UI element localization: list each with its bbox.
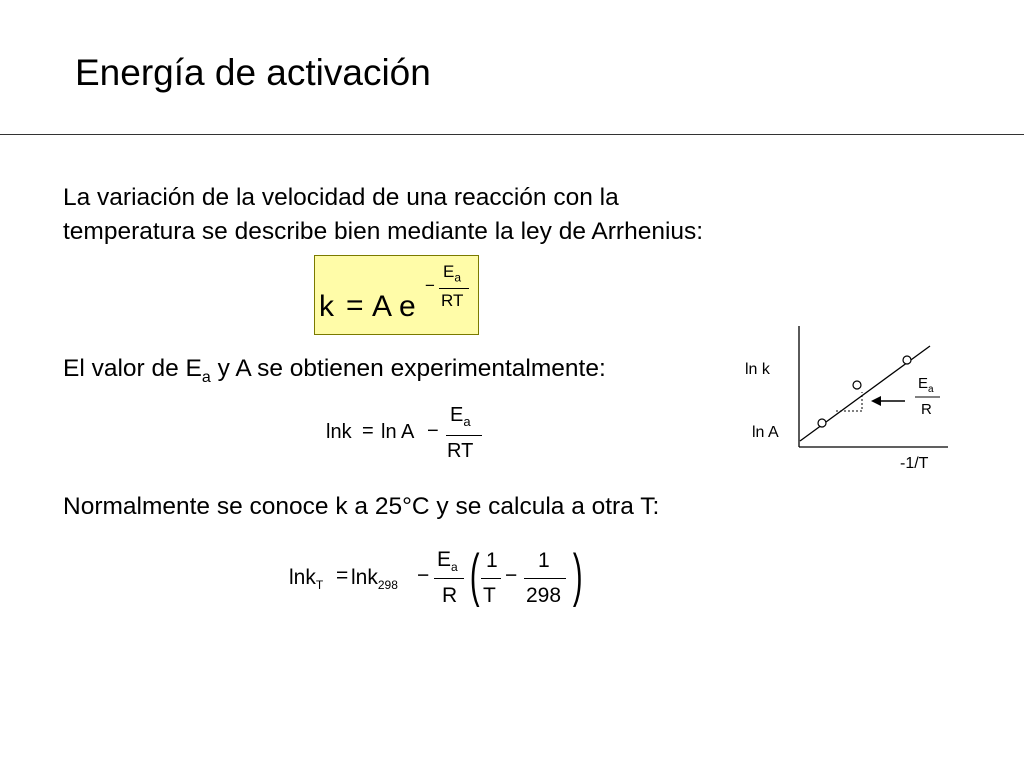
eq1-equals: = (346, 289, 364, 322)
eq3-right-paren: ) (572, 543, 583, 608)
graph-slope-R: R (921, 401, 932, 418)
eq3-1-298-fraction-bar (524, 578, 566, 579)
eq3-minus-2: − (505, 564, 518, 587)
eq3-num-1a: 1 (486, 549, 498, 572)
eq1-minus: − (425, 276, 435, 295)
graph-ylabel-lnk: ln k (745, 361, 770, 378)
eq3-left-paren: ( (469, 543, 480, 608)
linear-equation (326, 404, 496, 468)
eq1-k: k (319, 290, 334, 323)
eq2-fraction-bar (446, 435, 482, 436)
eq1-A: A (372, 290, 393, 323)
eq3-1T-fraction-bar (481, 578, 501, 579)
calculation-text: Normalmente se conoce k a 25°C y se calcula a otra T: (63, 493, 660, 520)
eq2-equals: = (362, 420, 374, 442)
intro-text-line-2: temperatura se describe bien mediante la ley de Arrhenius: (63, 218, 704, 245)
eq2-lnk: lnk (326, 421, 352, 443)
eq1-E: $E_a$ (443, 262, 462, 285)
graph-slope-triangle (836, 392, 862, 411)
experimental-text: El valor de $E_a$ y A se obtienen experimentalmente: (63, 355, 606, 386)
graph-data-point (853, 381, 861, 389)
graph-slope-arrowhead (871, 396, 881, 406)
arrhenius-plot (790, 320, 960, 460)
eq3-E: $E_a$ (437, 548, 458, 575)
eq3-num-1b: 1 (538, 549, 550, 572)
arrhenius-equation-box (314, 255, 479, 335)
eq3-R: R (442, 584, 458, 607)
eq2-RT: RT (447, 440, 474, 462)
intro-text-line-1: La variación de la velocidad de una reacción con la (63, 184, 619, 211)
title-divider (0, 134, 1024, 135)
eq1-e: e (399, 290, 416, 323)
eq3-den-298: 298 (526, 584, 562, 607)
eq3-den-T: T (483, 584, 496, 607)
two-temperature-equation (289, 543, 599, 614)
graph-data-point (818, 419, 826, 427)
graph-data-point (903, 356, 911, 364)
graph-ylabel-lnA: ln A (752, 424, 779, 441)
eq3-ER-fraction-bar (434, 578, 464, 579)
slide-title: Energía de activación (75, 52, 431, 93)
eq3-lnkT: lnk$_T$ (289, 566, 324, 593)
eq2-E: $E_a$ (450, 404, 471, 429)
eq2-lnA: ln A (381, 421, 415, 443)
eq3-lnk298: lnk$_{298}$ (351, 566, 398, 593)
eq2-minus: − (427, 420, 439, 442)
eq3-minus: − (417, 564, 430, 587)
graph-slope-E: $E_a$ (918, 375, 934, 395)
eq1-fraction-bar (439, 288, 469, 289)
eq1-RT: RT (441, 291, 464, 310)
graph-xlabel: -1/T (900, 455, 929, 472)
eq3-equals: = (336, 564, 349, 587)
